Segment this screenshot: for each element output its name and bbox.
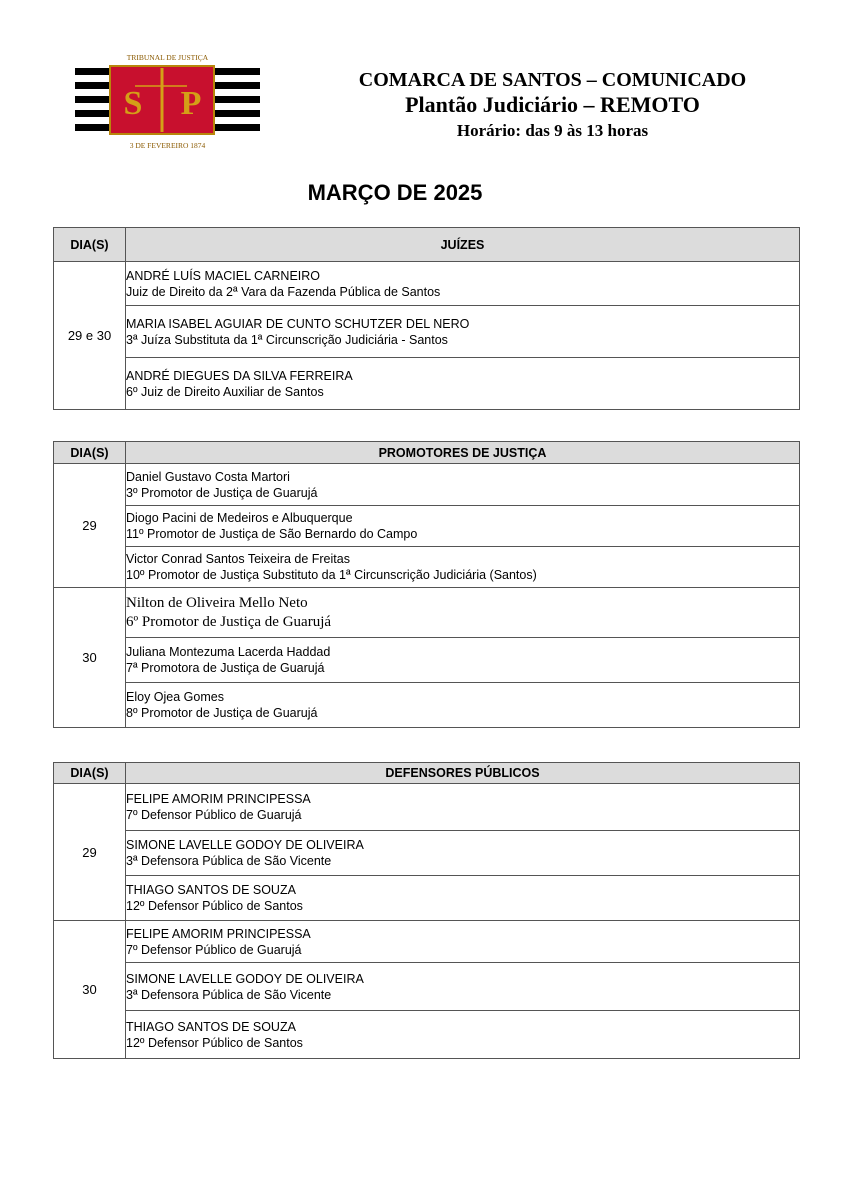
entry-cell — [126, 1011, 800, 1059]
prosecutors-table — [53, 441, 800, 728]
entry-name: ANDRÉ DIEGUES DA SILVA FERREIRA — [126, 368, 353, 383]
entry-role: 7ª Promotora de Justiça de Guarujá — [126, 661, 325, 675]
entry-name: Juliana Montezuma Lacerda Haddad — [126, 645, 331, 659]
entry-cell — [126, 588, 800, 638]
logo-left-letter: S — [123, 85, 143, 122]
table-row — [54, 464, 800, 506]
entry-name: Victor Conrad Santos Teixeira de Freitas — [126, 552, 350, 566]
header-line-3: Horário: das 9 às 13 horas — [456, 121, 649, 141]
entry-name: Nilton de Oliveira Mello Neto — [126, 594, 308, 611]
entry-cell — [126, 638, 800, 683]
header-line-1: COMARCA DE SANTOS – COMUNICADO — [358, 69, 747, 91]
day-cell: 29 e 30 — [54, 262, 126, 410]
entry-role: 3ª Defensora Pública de São Vicente — [126, 987, 332, 1002]
entry-role: 6º Juiz de Direito Auxiliar de Santos — [126, 384, 324, 399]
table-row — [54, 547, 800, 588]
table-row — [54, 921, 800, 963]
entry-cell — [126, 963, 800, 1011]
table-row — [54, 1011, 800, 1059]
entry-cell — [126, 784, 800, 831]
day-cell: 30 — [54, 588, 126, 728]
logo-right-letter: P — [180, 85, 202, 122]
entry-cell — [126, 262, 800, 306]
entry-role: 7º Defensor Público de Guarujá — [126, 942, 302, 957]
public-defenders-table — [53, 762, 800, 1059]
entry-cell — [126, 921, 800, 963]
entry-role: 3º Promotor de Justiça de Guarujá — [126, 485, 318, 500]
table-row — [54, 358, 800, 410]
entry-role: 7º Defensor Público de Guarujá — [126, 808, 302, 822]
entry-cell — [126, 683, 800, 728]
entry-role: Juiz de Direito da 2ª Vara da Fazenda Pública de Santos — [126, 284, 441, 299]
column-header-judges: JUÍZES — [126, 228, 800, 262]
entry-cell — [126, 506, 800, 547]
document-header — [300, 68, 805, 142]
table-row — [54, 876, 800, 921]
table-row — [54, 831, 800, 876]
table-row — [54, 784, 800, 831]
entry-name: FELIPE AMORIM PRINCIPESSA — [126, 792, 311, 806]
entry-name: Eloy Ojea Gomes — [126, 690, 224, 704]
entry-name: SIMONE LAVELLE GODOY DE OLIVEIRA — [126, 838, 364, 852]
entry-name: Diogo Pacini de Medeiros e Albuquerque — [126, 511, 353, 525]
entry-role: 11º Promotor de Justiça de São Bernardo do Campo — [126, 527, 418, 541]
entry-name: SIMONE LAVELLE GODOY DE OLIVEIRA — [126, 971, 364, 986]
entry-cell — [126, 464, 800, 506]
entry-role: 3ª Defensora Pública de São Vicente — [126, 854, 332, 868]
tjsp-coat-of-arms-logo — [75, 52, 260, 152]
logo-bottom-text: 3 DE FEVEREIRO 1874 — [129, 141, 206, 150]
entry-name: MARIA ISABEL AGUIAR DE CUNTO SCHUTZER DEL NERO — [126, 316, 470, 331]
entry-role: 3ª Juíza Substituta da 1ª Circunscrição Judiciária - Santos — [126, 332, 448, 347]
day-cell: 29 — [54, 784, 126, 921]
entry-name: FELIPE AMORIM PRINCIPESSA — [126, 926, 311, 941]
column-header-defenders: DEFENSORES PÚBLICOS — [126, 763, 800, 784]
column-header-days: DIA(S) — [54, 763, 126, 784]
column-header-prosecutors: PROMOTORES DE JUSTIÇA — [126, 442, 800, 464]
table-row — [54, 506, 800, 547]
table-row — [54, 306, 800, 358]
entry-name: Daniel Gustavo Costa Martori — [126, 469, 290, 484]
header-line-2: Plantão Judiciário – REMOTO — [405, 92, 700, 117]
table-row — [54, 683, 800, 728]
logo-top-text: TRIBUNAL DE JUSTIÇA — [126, 53, 209, 62]
entry-role: 10º Promotor de Justiça Substituto da 1ª Circunscrição Judiciária (Santos) — [126, 568, 537, 582]
table-row — [54, 588, 800, 638]
entry-cell — [126, 831, 800, 876]
table-row — [54, 262, 800, 306]
entry-role: 8º Promotor de Justiça de Guarujá — [126, 706, 318, 720]
day-cell: 30 — [54, 921, 126, 1059]
entry-role: 12º Defensor Público de Santos — [126, 899, 303, 913]
entry-role: 6º Promotor de Justiça de Guarujá — [126, 613, 332, 630]
day-cell: 29 — [54, 464, 126, 588]
entry-name: THIAGO SANTOS DE SOUZA — [126, 1019, 296, 1034]
entry-name: ANDRÉ LUÍS MACIEL CARNEIRO — [126, 268, 321, 283]
judges-table — [53, 227, 800, 410]
column-header-days: DIA(S) — [54, 442, 126, 464]
column-header-days: DIA(S) — [54, 228, 126, 262]
table-row — [54, 963, 800, 1011]
entry-name: THIAGO SANTOS DE SOUZA — [126, 883, 296, 897]
entry-cell — [126, 876, 800, 921]
entry-role: 12º Defensor Público de Santos — [126, 1035, 303, 1050]
entry-cell — [126, 306, 800, 358]
table-row — [54, 638, 800, 683]
entry-cell — [126, 358, 800, 410]
month-title: MARÇO DE 2025 — [307, 180, 483, 205]
entry-cell — [126, 547, 800, 588]
